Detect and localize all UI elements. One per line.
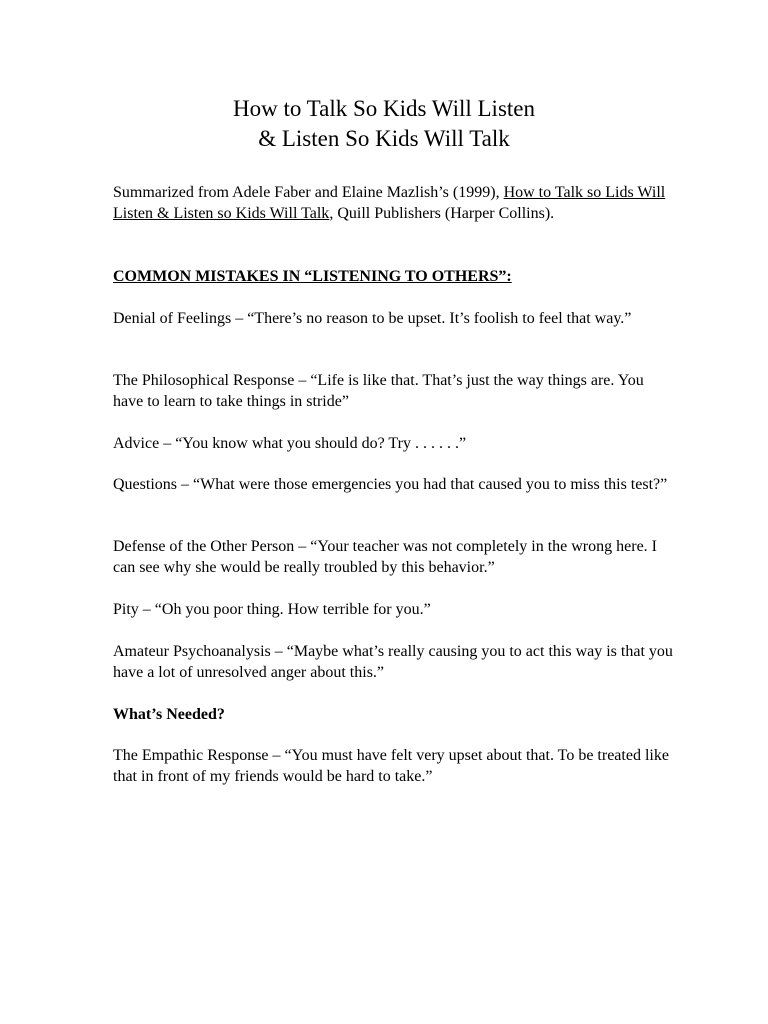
dash: – — [294, 372, 311, 389]
dash: – — [177, 476, 193, 493]
dash: – — [268, 747, 285, 764]
mistake-item — [113, 537, 673, 578]
book-title: How to Talk so Lids Will Listen & Listen so Kids Will Talk — [113, 184, 666, 222]
mistake-term: Defense of the Other Person — [113, 538, 295, 555]
citation-prefix: Summarized from Adele Faber and Elaine Mazlish’s (1999), — [113, 184, 504, 201]
needed-quote: “You must have felt very upset about that. To be treated like that in front of my friends would be hard to take.” — [113, 747, 669, 785]
title-line-2: & Listen So Kids Will Talk — [258, 126, 510, 151]
citation-suffix: , Quill Publishers (Harper Collins). — [329, 204, 555, 222]
mistake-quote: “Maybe what’s really causing you to act this way is that you have a lot of unresolved anger about this.” — [113, 643, 673, 681]
section-heading: COMMON MISTAKES IN “LISTENING TO OTHERS”: — [113, 268, 512, 285]
citation — [113, 183, 673, 224]
dash: – — [138, 601, 155, 618]
mistake-quote: “Life is like that. That’s just the way things are. You have to learn to take things in stride” — [113, 372, 644, 410]
mistake-item — [113, 475, 673, 496]
mistake-item — [113, 309, 673, 330]
title-line-1: How to Talk So Kids Will Listen — [232, 96, 535, 121]
document-title — [0, 94, 768, 154]
mistake-quote: “Your teacher was not completely in the wrong here. I can see why she would be really troubled by this behavior.” — [113, 538, 657, 576]
dash: – — [294, 538, 311, 555]
mistake-term: Advice — [113, 435, 160, 452]
mistake-quote: “There’s no reason to be upset. It’s foolish to feel that way.” — [247, 310, 632, 327]
mistake-item — [113, 434, 673, 455]
mistake-term: Amateur Psychoanalysis — [113, 643, 271, 660]
mistake-term: The Philosophical Response — [113, 372, 295, 389]
dash: – — [270, 643, 287, 660]
mistake-term: Denial of Feelings — [113, 310, 232, 327]
dash: – — [231, 310, 248, 327]
mistake-quote: “You know what you should do? Try . . . . . .” — [175, 435, 467, 452]
mistake-item — [113, 600, 673, 621]
mistake-item — [113, 642, 673, 683]
dash: – — [159, 435, 176, 452]
needed-term: The Empathic Response — [113, 747, 269, 764]
mistake-term: Questions — [113, 476, 177, 493]
mistake-quote: “What were those emergencies you had that caused you to miss this test?” — [193, 476, 668, 493]
needed-item — [113, 746, 673, 787]
needed-heading: What’s Needed? — [113, 706, 225, 723]
mistake-quote: “Oh you poor thing. How terrible for you.” — [154, 601, 431, 618]
mistake-item — [113, 371, 673, 412]
mistake-term: Pity — [113, 601, 139, 618]
